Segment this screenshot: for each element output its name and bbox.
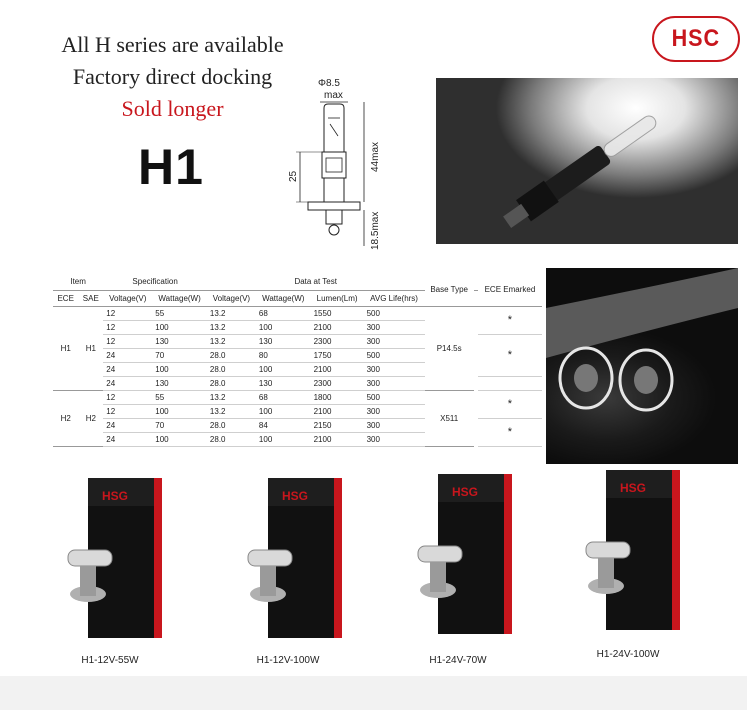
cell: 12 [103, 404, 152, 418]
ece-star: * [478, 390, 542, 418]
cell: 500 [364, 390, 425, 404]
col-voltage: Voltage(V) [103, 290, 152, 306]
bulb-dimension-drawing [280, 74, 400, 254]
cell: 2100 [311, 404, 364, 418]
cell: 28.0 [207, 418, 256, 432]
cell: 12 [103, 306, 152, 320]
cell: 300 [364, 362, 425, 376]
col-wattage: Wattage(W) [152, 290, 207, 306]
group-ece: H2 [53, 390, 78, 446]
cell: 80 [256, 348, 311, 362]
product-caption: H1-24V-100W [596, 649, 660, 660]
cell: 13.2 [207, 334, 256, 348]
cell: 100 [256, 432, 311, 446]
header-specification: Specification [103, 274, 207, 290]
cell: 70 [152, 348, 207, 362]
tagline-factory-direct: Factory direct docking [72, 64, 273, 89]
cell: 24 [103, 362, 152, 376]
header-ece-emarked: ECE Emarked [478, 274, 542, 306]
footer-band [0, 676, 747, 710]
col-ece: ECE [53, 290, 78, 306]
cell: 1750 [311, 348, 364, 362]
box-brand: HSG [102, 489, 129, 503]
car-headlight-photo [546, 268, 738, 464]
product-h1-24v-70w [402, 466, 542, 656]
cell: 1550 [311, 306, 364, 320]
cell: 100 [256, 362, 311, 376]
cell: 130 [256, 334, 311, 348]
cell: 300 [364, 376, 425, 390]
cell: 13.2 [207, 320, 256, 334]
cell: 2300 [311, 334, 364, 348]
col-lumen: Lumen(Lm) [311, 290, 364, 306]
cell: 24 [103, 376, 152, 390]
col-test-wattage: Wattage(W) [256, 290, 311, 306]
group-sae: H2 [78, 390, 103, 446]
cell: 24 [103, 348, 152, 362]
cell: 28.0 [207, 432, 256, 446]
cell: 12 [103, 390, 152, 404]
box-brand: HSG [452, 485, 479, 499]
cell: 300 [364, 404, 425, 418]
group-base-type: X511 [425, 390, 474, 446]
cell: 2100 [311, 432, 364, 446]
product-h1-12v-55w [58, 470, 198, 660]
cell: 300 [364, 320, 425, 334]
cell: 2150 [311, 418, 364, 432]
cell: 100 [152, 320, 207, 334]
product-h1-24v-100w [570, 462, 710, 652]
cell: 2300 [311, 376, 364, 390]
table-row [53, 306, 542, 320]
dimension-diameter: Φ8.5 [318, 78, 340, 89]
dimension-44max: 44max [370, 141, 381, 172]
cell: 13.2 [207, 404, 256, 418]
box-brand: HSG [282, 489, 309, 503]
cell: 130 [152, 376, 207, 390]
cell: 28.0 [207, 376, 256, 390]
header-item: Item [53, 274, 103, 290]
col-avg-life: AVG Life(hrs) [364, 290, 425, 306]
cell: 1800 [311, 390, 364, 404]
cell: 24 [103, 432, 152, 446]
spec-table [53, 274, 542, 447]
cell: 300 [364, 432, 425, 446]
bulb-product-photo [436, 78, 738, 244]
cell: 13.2 [207, 390, 256, 404]
model-title: H1 [138, 139, 204, 195]
cell: 55 [152, 390, 207, 404]
cell: 500 [364, 348, 425, 362]
cell: 12 [103, 320, 152, 334]
ece-star: * [478, 418, 542, 446]
hsc-logo: HSC [652, 16, 740, 62]
product-caption: H1-12V-100W [256, 655, 320, 666]
cell: 68 [256, 390, 311, 404]
cell: 2100 [311, 320, 364, 334]
tagline-sold-longer: Sold longer [121, 96, 224, 121]
cell: 130 [152, 334, 207, 348]
dimension-diameter-note: max [324, 90, 343, 101]
col-test-voltage: Voltage(V) [207, 290, 256, 306]
header-base-type: Base Type [425, 274, 474, 306]
group-sae: H1 [78, 306, 103, 390]
table-group-header-row [53, 274, 542, 290]
cell: 100 [256, 320, 311, 334]
group-base-type: P14.5s [425, 306, 474, 390]
cell: 300 [364, 334, 425, 348]
cell: 68 [256, 306, 311, 320]
product-caption: H1-12V-55W [81, 655, 139, 666]
group-ece: H1 [53, 306, 78, 390]
cell: 12 [103, 334, 152, 348]
cell: 70 [152, 418, 207, 432]
cell: 13.2 [207, 306, 256, 320]
cell: 100 [152, 432, 207, 446]
cell: 28.0 [207, 348, 256, 362]
dimension-25: 25 [288, 170, 299, 182]
tagline-all-series: All H series are available [61, 32, 284, 57]
col-sae: SAE [78, 290, 103, 306]
cell: 24 [103, 418, 152, 432]
cell: 100 [152, 362, 207, 376]
cell: 84 [256, 418, 311, 432]
product-caption: H1-24V-70W [429, 655, 487, 666]
cell: 130 [256, 376, 311, 390]
header-data-at-test: Data at Test [207, 274, 425, 290]
cell: 100 [256, 404, 311, 418]
cell: 55 [152, 306, 207, 320]
cell: 28.0 [207, 362, 256, 376]
cell: 500 [364, 306, 425, 320]
ece-star: * [478, 306, 542, 334]
ece-star: * [478, 334, 542, 376]
table-row [53, 390, 542, 404]
cell: 2100 [311, 362, 364, 376]
cell: 300 [364, 418, 425, 432]
product-h1-12v-100w [232, 470, 372, 660]
dimension-185max: 18.5max [370, 211, 381, 250]
cell: 100 [152, 404, 207, 418]
box-brand: HSG [620, 481, 647, 495]
